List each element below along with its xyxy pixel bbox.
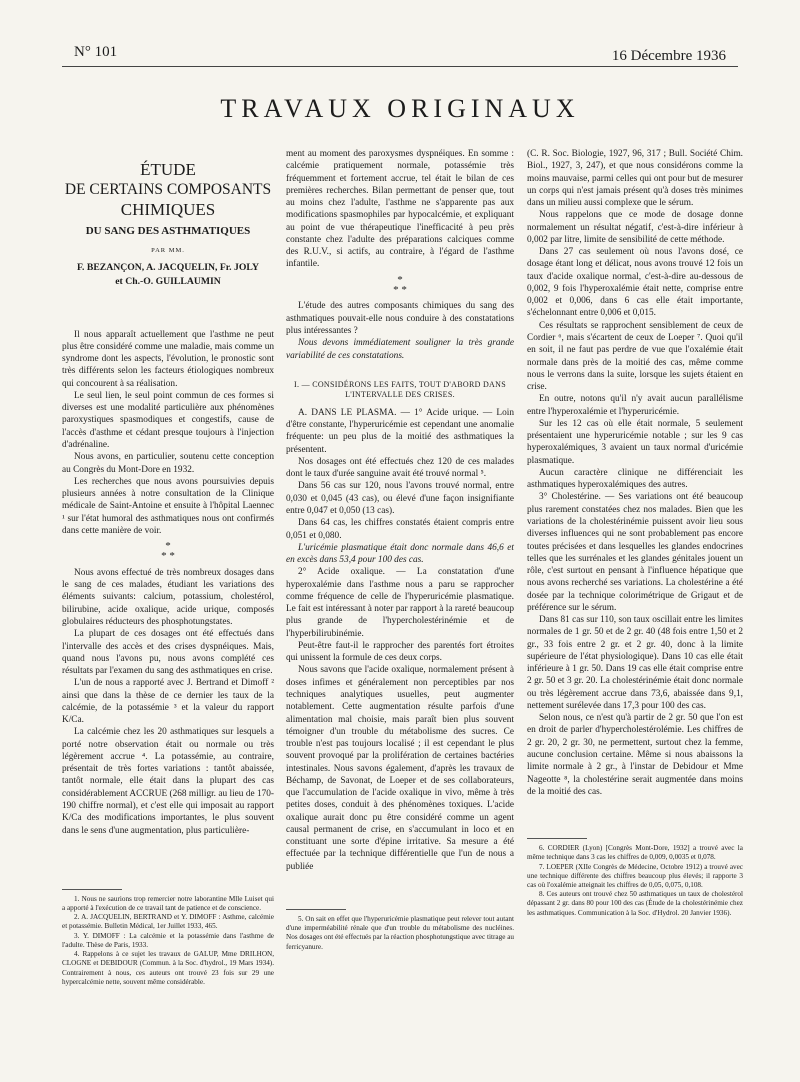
issue-number: N° 101 — [74, 44, 118, 60]
paragraph: Nous rappelons que ce mode de dosage donne normalement un résultat négatif, c'est-à-dire inférieur à 0,002 par litre, limite de sensibilité de cette méthode. — [527, 210, 743, 245]
par-mm: PAR MM. — [151, 246, 185, 254]
footnote-rule — [62, 889, 122, 890]
paragraph: Nous savons que l'acide oxalique, normalement présent à doses infimes et généralement non perceptibles par nos techniques analytiques usuelles, peut augmenter notablement. Cette augmentation résulte parfois d'une alimentation mal choisie, mais paraît bien plus souvent témoigner d'un trouble du métabolisme des sucres. Ce trouble n'est pas toujours localisé ; il est cependant le plus souvent provoqué par la prolifération de certaines bactéries intestinales. Nous savons également, d'après les travaux de Béchamp, de Savonat, de Loeper et de ses collaborateurs, que l'accumulation de l'acide oxalique in vivo, même à très petites doses, conduit à des phénomènes toxiques. L'acide oxalique aurait donc pu être considéré comme un agent causal permanent de crise, en s'accumulant in loco et en constituant une sorte d'épine irritative. Sa mesure a été effectuée par la technique différentielle que l'un de nous a publiée — [286, 665, 514, 872]
paragraph: La plupart de ces dosages ont été effectués dans l'intervalle des accès et des crises dyspnéiques. Mais, quand nous l'avons pu, nous avons complété ces résultats par l'examen du sang des asthmatiques en crise. — [62, 629, 274, 677]
paragraph: Les recherches que nous avons poursuivies depuis plusieurs années à notre consultation de la Clinique médicale de Saint-Antoine et ensuite à l'hôpital Laennec ¹ sur l'état humoral des asthmatiques nous ont confirmés dans cette manière de voir. — [62, 476, 274, 536]
footnote: 2. A. JACQUELIN, BERTRAND et Y. DIMOFF : Asthme, calcémie et potassémie. Bulletin Médical, 1er Juillet 1933, 465. — [62, 913, 274, 931]
paragraph: 3° Cholestérine. — Ses variations ont été beaucoup plus rarement constatées chez nos malades. Bien que les variations de la cholestérinémie puissent avoir lieu sous diverses influences qui ne sont probablement pas encore toutes précisées et dans lesquelles les glandes endocrines telles que les surrénales et les glandes génitales jouent un rôle, c'est surtout en pensant à l'influence hépatique que nous avons recherché ses variations. La cholestérine a été dosée par la technique colorimétrique de Grigaut et de préférence sur le sérum. — [527, 492, 743, 613]
paragraph: Nous devons immédiatement souligner la très grande variabilité de ces constatations. — [286, 338, 514, 361]
paragraph: La calcémie chez les 20 asthmatiques sur lesquels a porté notre observation était ou normale ou très légèrement accrue ⁴. La potassémie, au contraire, présentait de très fortes variations : tantôt abaissée, tantôt normale, elle était dans la plupart des cas considérablement ACCRUE (268 milligr. au lieu de 170-190 chiffre normal), et c'est elle qui imposait au rapport K/Ca des modifications importantes, le plus souvent dans le sens d'une augmentation, plus particulière- — [62, 727, 274, 836]
paragraph: Dans 56 cas sur 120, nous l'avons trouvé normal, entre 0,030 et 0,045 (43 cas), ou élevé d'une façon insignifiante entre 0,047 et 0,050 (13 cas). — [286, 481, 514, 516]
paragraph: L'un de nous a rapporté avec J. Bertrand et Dimoff ² ainsi que dans la thèse de ce dernier les taux de la calcémie, de la potassémie ³ et la valeur du rapport K/Ca. — [62, 678, 274, 726]
paragraph: Le seul lien, le seul point commun de ces formes si diverses est une modalité particulière aux phénomènes paroxystiques spasmodiques et congestifs, cause de l'accès d'asthme et cédant presque toujours à l'injection d'adrénaline. — [62, 390, 274, 451]
paragraph: A. DANS LE PLASMA. — 1° Acide urique. — Loin d'être constante, l'hyperuricémie est cependant une anomalie fréquente: un peu plus de la moitié des asthmatiques la présentent. — [286, 407, 514, 455]
authors-line-1: F. BEZANÇON, A. JACQUELIN, Fr. JOLY — [77, 262, 259, 274]
article-subtitle: DU SANG DES ASTHMATIQUES — [85, 225, 251, 238]
footnote: 4. Rappelons à ce sujet les travaux de GALUP, Mme DRILHON, CLOGNE et DEBIDOUR (Commun. à la Soc. d'hydrol., 19 Mars 1934). Contrairement à nous, ces auteurs ont trouvé 23 fois sur 29 une hypercalcémie nette, souvent même considérable. — [62, 950, 274, 986]
footnote-rule — [286, 909, 346, 910]
footnote: 1. Nous ne saurions trop remercier notre laborantine Mlle Luiset qui a apporté à l'exécution de ce travail tant de patience et de conscience. — [62, 894, 274, 912]
paragraph: ment au moment des paroxysmes dyspnéiques. En somme : calcémie pratiquement normale, potassémie très fréquemment et fortement accrue, tel était le bilan de ces premières recherches. Bilan permettant de penser que, tout au moins chez l'adulte, l'asthme ne s'apparente pas aux modifications spasmophiles par hypocalcémie, et expliquant au point de vue thérapeutique l'inefficacité à peu près constante chez l'adulte des préparations calciques comme des R.U.V., si actifs, au contraire, à l'égard de l'asthme infantile. — [286, 149, 514, 270]
article-title — [62, 160, 274, 220]
paragraph: Aucun caractère clinique ne différenciait les asthmatiques hyperoxalémiques des autres. — [527, 467, 743, 491]
paragraph: Dans 64 cas, les chiffres constatés étaient compris entre 0,051 et 0,080. — [286, 518, 514, 541]
paragraph: Dans 27 cas seulement où nous l'avons dosé, ce dosage étant long et délicat, nous avons trouvé 12 fois un taux d'acide oxalique normal, c'est-à-dire au-dessous de 0,002, 9 fois l'hyperoxalémie était nette, comprise entre 0,002 et 0,006, dans 6 cas elle était importante, s'échelonnant entre 0,006 et 0,015. — [527, 247, 743, 319]
footnote: 5. On sait en effet que l'hyperuricémie plasmatique peut relever tout autant d'une imperméabilité rénale que d'un trouble du métabolisme des nucléines. Nos dosages ont été effectués par la réaction phosphotungstique avec titrage au ferricyanure. — [286, 914, 514, 951]
paragraph: Nous avons effectué de très nombreux dosages dans le sang de ces malades, étudiant les variations des éléments suivants: calcium, potassium, cholestérol, bilirubine, acide oxalique, acide urique, composés globulaires réducteurs des phosphotungstates. — [62, 567, 274, 627]
paragraph: Peut-être faut-il le rapprocher des parentés fort étroites qui unissent la formule de ces deux corps. — [286, 640, 514, 664]
column-2 — [286, 148, 514, 952]
paragraph: En outre, notons qu'il n'y avait aucun parallélisme entre l'hyperoxalémie et l'hyperuricémie. — [527, 394, 743, 417]
paragraph: Sur les 12 cas où elle était normale, 5 seulement présentaient une hyperuricémie notable ; sur les 9 cas hyperoxalémiques, 3 avaient un taux normal d'uricémie plasmatique. — [527, 418, 743, 466]
header-rule — [62, 66, 738, 67]
footnote-rule — [527, 838, 587, 839]
section-stars: * * * — [393, 273, 407, 296]
column-1 — [62, 148, 274, 987]
paragraph: Il nous apparaît actuellement que l'asthme ne peut plus être considéré comme une maladie, mais comme un syndrome dont les aspects, l'évolution, le pronostic sont très différents selon les facteurs étiologiques nombreux qui concourent à sa réalisation. — [62, 329, 274, 389]
paragraph: 2° Acide oxalique. — La constatation d'une hyperoxalémie dans l'asthme nous a paru se rapprocher comme fréquence de celle de l'hyperuricémie plasmatique. Le fait est intéressant à noter par rapport à la rareté beaucoup plus grande de l'hypercholestérinémie et de l'hyperbilirubinémie. — [286, 567, 514, 639]
footnote: 6. CORDIER (Lyon) [Congrès Mont-Dore, 1932] a trouvé avec la même technique dans 3 cas les chiffres de 0,009, 0,0035 et 0,078. — [527, 844, 743, 862]
article-title-line-1: ÉTUDE — [140, 160, 196, 179]
footnote: 8. Ces auteurs ont trouvé chez 50 asthmatiques un taux de cholestérol dépassant 2 gr. dans 80 pour 100 des cas (Étude de la cholestérinémie chez les asthmatiques. Communication à la Soc. d'Hydrol. 20 Janvier 1936). — [527, 890, 743, 917]
section-heading: I. — CONSIDÉRONS LES FAITS, TOUT D'ABORD DANS L'INTERVALLE DES CRISES. — [294, 379, 506, 400]
column-3 — [527, 148, 743, 918]
footnote: 3. Y. DIMOFF : La calcémie et la potassémie dans l'asthme de l'adulte. Thèse de Paris, 1933. — [62, 931, 274, 949]
paragraph: (C. R. Soc. Biologie, 1927, 96, 317 ; Bull. Société Chim. Biol., 1927, 3, 247), et que nous considérons comme la moins mauvaise, parmi celles qui ont pour but de mesurer un corps qui n'est jamais présent qu'à doses très minimes dans un milieu aussi complexe que le sérum. — [527, 149, 743, 209]
article-title-line-3: CHIMIQUES — [120, 199, 216, 219]
footnote: 7. LOEPER (XIIe Congrès de Médecine, Octobre 1912) a trouvé avec une technique différente des chiffres beaucoup plus élevés; il rapporte 3 cas où l'oxalémie atteignait les chiffres de 0,05, 0,075, 0,108. — [527, 862, 743, 889]
authors — [62, 261, 274, 288]
paragraph: Ces résultats se rapprochent sensiblement de ceux de Cordier ⁶, mais s'écartent de ceux de Loeper ⁷. Quoi qu'il en soit, il ne faut pas perdre de vue que l'oxalémie était normale dans près de la moitié des cas, même comme nous le verrons dans la suite, lorsque les sujets étaient en crise. — [527, 320, 743, 393]
paragraph: Selon nous, ce n'est qu'à partir de 2 gr. 50 que l'on est en droit de parler d'hypercholestérolémie. Les chiffres de 2 gr. 20, 2 gr. 30, ne permettent, surtout chez la femme, aucune conclusion certaine. Même si nous abaissons la limite normale à 2 gr., à l'instar de Debidour et Mme Nageotte ⁸, la cholestérine serait augmentée dans moins de la moitié des cas. — [527, 713, 743, 797]
article-title-line-2: DE CERTAINS COMPOSANTS — [64, 180, 272, 198]
section-stars: * * * — [161, 540, 175, 563]
paragraph: L'étude des autres composants chimiques du sang des asthmatiques pouvait-elle nous conduire à des constatations plus intéressantes ? — [286, 301, 514, 336]
paragraph: L'uricémie plasmatique était donc normale dans 46,6 et en excès dans 53,4 pour 100 des cas. — [286, 542, 514, 566]
paragraph: Nous avons, en particulier, soutenu cette conception au Congrès du Mont-Dore en 1932. — [62, 452, 274, 475]
section-title: TRAVAUX ORIGINAUX — [220, 94, 580, 123]
authors-line-2: et Ch.-O. GUILLAUMIN — [115, 276, 221, 288]
paragraph: Dans 81 cas sur 110, son taux oscillait entre les limites normales de 1 gr. 50 et de 2 gr. 40 (48 fois entre 1,50 et 2 gr., 33 fois entre 2 gr. et 2 gr. 40, donc à la limite supérieure de l'état physiologique). Dans 10 cas elle était inférieure à 1 gr. 50. Dans 19 cas elle était comprise entre 2 gr. 50 et 3 gr. 20. La cholestérinémie était donc normale ou très légèrement accrue dans 73,6, abaissée dans 9,1, nettement surélevée dans 17,3 pour 100 des cas. — [527, 615, 743, 711]
issue-date: 16 Décembre 1936 — [611, 48, 726, 64]
paragraph: Nos dosages ont été effectués chez 120 de ces malades dont le taux d'urée sanguine avait été trouvé normal ⁵. — [286, 456, 514, 480]
